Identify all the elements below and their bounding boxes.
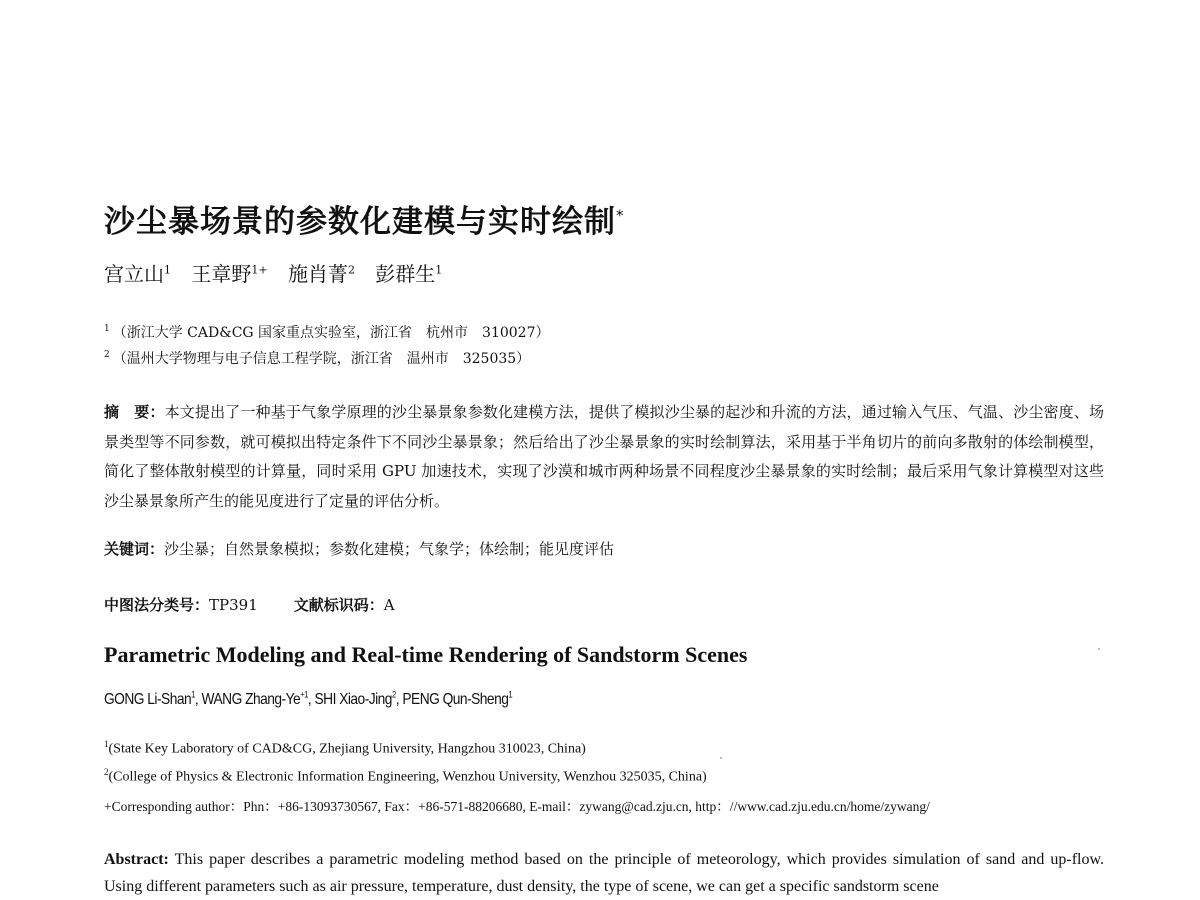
- en-author-3: SHI Xiao-Jing$^2$,: [314, 690, 403, 709]
- chinese-abstract: [104, 398, 1104, 516]
- author-2: 王章野$^{1+}$: [191, 262, 268, 286]
- chinese-affiliation-2: $^2$ （温州大学物理与电子信息工程学院，浙江省 温州市 325035）: [104, 350, 531, 367]
- classification-line: [104, 594, 395, 615]
- en-author-4: PENG Qun-Sheng$^1$: [402, 690, 513, 709]
- title-footnote-mark: *: [616, 206, 625, 225]
- en-author-2: WANG Zhang-$Ye^{+1}$,: [201, 690, 315, 709]
- english-title: Parametric Modeling and Real-time Rendering of Sandstorm Scenes: [104, 642, 748, 667]
- chinese-authors: [104, 258, 456, 287]
- author-3: 施肖菁$^2$: [287, 262, 355, 286]
- keywords-label: 关键词：: [104, 540, 165, 558]
- english-authors: [104, 690, 512, 709]
- doc-code-value: A: [383, 596, 395, 614]
- scan-speck: [720, 757, 722, 759]
- en-author-1: GONG Li-Shan$^1$,: [104, 690, 202, 709]
- chinese-title: [104, 196, 625, 241]
- chinese-keywords: [104, 538, 614, 559]
- chinese-affiliation-1: $^1$ （浙江大学 CAD&CG 国家重点实验室，浙江省 杭州市 310027）: [104, 324, 550, 341]
- english-affiliation-1: $^1$(State Key Laboratory of CAD&CG, Zhejiang University, Hangzhou 310023, China): [104, 739, 586, 757]
- english-affiliation-2: $^2$(College of Physics & Electronic Information Engineering, Wenzhou University, Wenzhou 325035, China): [104, 767, 707, 785]
- author-1: 宫立山$^1$: [104, 262, 171, 286]
- english-abstract-text: This paper describes a parametric modeling method based on the principle of meteorology, which provides simulation of sand and up-flow. Using different parameters such as air pressure, temperature, dust density, the type of scene, we can get a specific sandstorm scene: [104, 851, 1104, 895]
- english-abstract-label: Abstract:: [104, 851, 169, 868]
- keywords-text: 沙尘暴；自然景象模拟；参数化建模；气象学；体绘制；能见度评估: [164, 540, 615, 558]
- scan-speck: [1098, 648, 1100, 650]
- chinese-abstract-text: 本文提出了一种基于气象学原理的沙尘暴景象参数化建模方法，提供了模拟沙尘暴的起沙和升流的方法，通过输入气压、气温、沙尘密度、场景类型等不同参数，就可模拟出特定条件下不同沙尘暴景象；然后给出了沙尘暴景象的实时绘制算法，采用基于半角切片的前向多散射的体绘制模型，简化了整体散射模型的计算量，同时采用 GPU 加速技术，实现了沙漠和城市两种场景不同程度沙尘暴景象的实时绘制；最后采用气象计算模型对这些沙尘暴景象所产生的能见度进行了定量的评估分析。: [104, 403, 1104, 510]
- clc-label: 中图法分类号：: [104, 596, 210, 614]
- clc-value: TP391: [209, 596, 258, 614]
- author-4: 彭群生$^1$: [375, 262, 443, 286]
- doc-code-label: 文献标识码：: [293, 596, 384, 614]
- corresponding-author: +Corresponding author：Phn：+86-13093730567, Fax：+86-571-88206680, E-mail：zywang@cad.zju.cn, http：//www.cad.zju.edu.cn/home/zywang/: [104, 799, 930, 814]
- chinese-title-text: 沙尘暴场景的参数化建模与实时绘制: [104, 204, 616, 240]
- chinese-abstract-label: 摘 要：: [104, 403, 165, 421]
